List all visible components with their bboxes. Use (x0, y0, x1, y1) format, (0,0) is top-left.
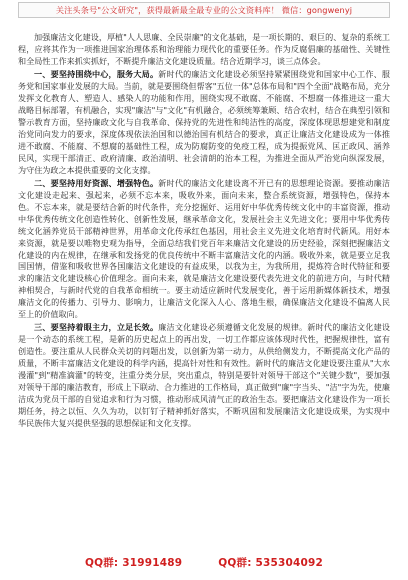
section-2-heading: 二、要坚持用好资源、增强特色。 (34, 177, 159, 188)
section-3-body: 廉洁文化建设必须遵循文化发展的规律。新时代的廉洁文化建设是一个动态的系统工程，是新的历史起点上的再出发，一切工作都应该体现时代性，把握规律性，富有创造性。要注重从人民群众关切的问题出发，以创新为第一动力，从供给侧发力，不断提高文化产品的质量，不断丰富廉洁文化建设的科学内涵，提高针对性和有效性。新时代的廉洁文化建设要注重从"大水漫灌"到"精准滴灌"的转变，注重分类分层，突出重点，特别是要针对领导干部这个"关键少数"，要加强对领导干部的廉洁教育，形成上下联动、合力推进的工作格局，真正做到"廉"字当头、"洁"字为先，使廉洁成为党员干部的自觉追求和行为习惯，推动形成风清气正的政治生态。要把廉洁文化建设作为一项长期任务，持之以恒、久久为功，以钉钉子精神抓好落实，不断巩固和发展廉洁文化建设成果，为实现中华民族伟大复兴提供坚强的思想保证和文化支撑。 (18, 322, 390, 429)
footer-contacts (0, 553, 408, 571)
promo-banner (18, 2, 390, 18)
qq-group-2: QQ群: 535304092 (218, 556, 324, 569)
qq-group-1: QQ群: 31991489 (84, 556, 183, 569)
section-2-paragraph (18, 178, 390, 321)
section-1-heading: 一、要坚持围绕中心，服务大局。 (34, 69, 159, 80)
section-2-body: 新时代的廉洁文化建设离不开已有的思想理论资源。要推动廉洁文化建设走起来、强起来，必须不忘本来，吸收外来，面向未来，整合系统资源，增强特色，保持本色。不忘本来，就是要结合新的时代条件，充分挖掘好、运用好中华优秀传统文化中的丰富资源，推动中华优秀传统文化创造性转化、创新性发展，继承革命文化，发展社会主义先进文化；要用中华优秀传统文化涵养党员干部精神世界，用革命文化传承红色基因，用社会主义先进文化培育时代新风。用好本来资源，就是要以唯物史观为指导，全面总结我们党百年来廉洁文化建设的历史经验，深刻把握廉洁文化建设的内在规律，在继承和发扬党的优良传统中不断丰富廉洁文化的内涵。吸收外来，就是要立足我国国情，借鉴和吸收世界各国廉洁文化建设的有益成果，以我为主，为我所用，提炼符合时代特征和要求的廉洁文化建设核心价值理念。面向未来，就是廉洁文化建设要代表先进文化的前进方向，与时代精神相契合，与新时代党的自我革命相统一。要主动适应新时代发展变化，善于运用新媒体新技术，增强廉洁文化的传播力、引导力、影响力，让廉洁文化深入人心、落地生根，确保廉洁文化建设不偏离人民至上的价值取向。 (18, 177, 390, 320)
intro-paragraph: 加强廉洁文化建设，厚植"人人思廉、全民崇廉"的文化基础，是一项长期的、艰巨的、复杂的系统工程，应将其作为一项推进国家治理体系和治理能力现代化的重要任务。作为反腐倡廉的基础性、关键性和全局性工作来抓实抓好，不断提升廉洁文化建设质量。结合近期学习，谈三点体会。 (18, 32, 390, 66)
article-body (18, 32, 390, 544)
promo-banner-text: 关注头条号"公文研究"，获得最新最全最专业的公文资料库！ 微信：gongwenyj (55, 4, 353, 15)
section-3-paragraph (18, 322, 390, 430)
section-3-heading: 三、要坚持着眼主力，立足长效。 (34, 322, 159, 333)
section-1-paragraph (18, 69, 390, 177)
section-1-body: 新时代的廉洁文化建设必须坚持紧紧围绕党和国家中心工作、服务党和国家事业发展的大局。当前，就是要围绕但帮客"五位一体"总体布局和"四个全面"战略布局，充分发挥文化教育人、塑造人、感染人的功能和作用，围绕实现不敢腐、不能腐、不想腐一体推进这一重大战略目标部署，有机融合，实现"廉洁"与"文化"有机融合，必须统筹兼顾、结合农村，结合在典型引领和警示教育方面，坚持廉政文化与自我革命、保持党的先进性和纯洁性的高度，深度体现思想建党和制度治党同向发力的要求，深度体现依法治国和以德治国有机结合的要求，真正让廉洁文化建设成为一体推进不敢腐、不能腐、不想腐的基础性工程，成为防腐防变的免疫工程，成为提振党风、匡正政风、涵养民风，实现干部清正、政府清廉、政治清明、社会清朗的治本工程，为推进全面从严治党向纵深发展，为守住为政之本提供重要的文化支撑。 (18, 69, 390, 175)
